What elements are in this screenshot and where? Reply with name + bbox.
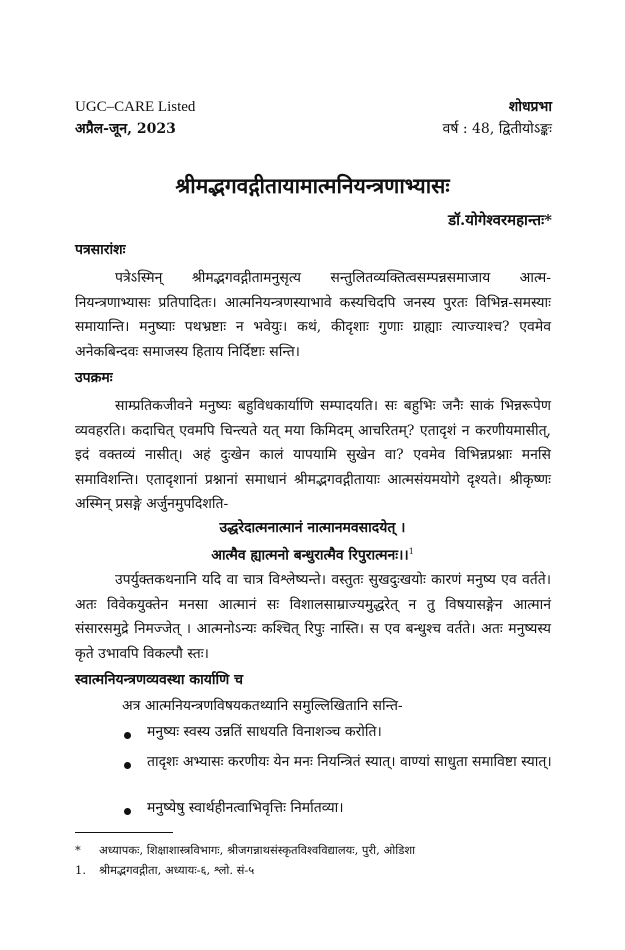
- issue-date: अप्रैल-जून, 2023: [75, 121, 176, 137]
- verse-line-1: उद्धरेदात्मनात्मानं नात्मानमवसादयेत् ।: [219, 520, 406, 536]
- footnote: [75, 862, 254, 878]
- article-title: श्रीमद्भगवद्गीतायामात्मनियन्त्रणाभ्यासः: [175, 173, 450, 198]
- footnote: [75, 842, 415, 858]
- post-verse-paragraph: उपर्युक्तकथनानि यदि वा चात्र विश्लेष्यन्ते। वस्तुतः सुखदुःखयोः कारणं मनुष्य एव वर्तते। अतः विवेकयुक्तेन मनसा आत्मानं सः विशालसाम्राज्यमुद्धरेत् न तु विषयासङ्गेन आत्मानं संसारसमुद्रे निमज्जेत् । आत्मनोऽन्यः कश्चित् रिपुः नास्ति। स एव बन्धुश्च वर्तते। अतः मनुष्यस्य कृते उभावपि विकल्पौ स्तः।: [75, 572, 551, 662]
- footnote-text: अध्यापकः, शिक्षाशास्त्रविभागः, श्रीजगन्नाथसंस्कृतविश्वविद्यालयः, पुरी, ओडिशा: [99, 843, 416, 857]
- footnote-mark: 1.: [75, 863, 86, 877]
- footnote-text: श्रीमद्भगवद्गीता, अध्यायः-६, श्लो. सं-५: [99, 863, 255, 877]
- intro-paragraph: साम्प्रतिकजीवने मनुष्यः बहुविधकार्याणि सम्पादयति। सः बहुभिः जनैः साकं भिन्नरूपेण व्यवहरति। कदाचित् एवमपि चिन्त्यते यत् मया किमिदम् आचरितम्? एतादृशं न करणीयमासीत्, इदं वक्तव्यं नासीत्। अहं दुःखेन कालं यापयामि सुखेन वा? एवमेव विभिन्नप्रश्नाः मनसि समाविशन्ति। एतादृशानां प्रश्नानां समाधानं श्रीमद्भगवद्गीतायाः आत्मसंयमयोगे दृश्यते। श्रीकृष्णः अस्मिन् प्रसङ्गे अर्जुनमुपदिशति-: [75, 398, 551, 512]
- intro-heading: उपक्रमः: [75, 370, 113, 386]
- journal-name: शोधप्रभा: [508, 99, 552, 115]
- list-item: [122, 797, 552, 819]
- list-item-text: तादृशः अभ्यासः करणीयः येन मनः नियन्त्रितं स्यात्। वाण्यां साधुता समाविष्टा स्यात्।: [147, 754, 552, 770]
- abstract-heading: पत्रसारांशः: [75, 242, 126, 258]
- abstract-paragraph: पत्रेऽस्मिन् श्रीमद्भगवद्गीतामनुसृत्य सन्तुलितव्यक्तित्वसम्पन्नसमाजाय आत्म-नियन्त्रणाभ्यासः प्रतिपादितः। आत्मनियन्त्रणस्याभावे कस्यचिदपि जनस्य पुरतः विभिन्न-समस्याः समायान्ति। मनुष्याः पथभ्रष्टाः न भवेयुः। कथं, कीदृशाः गुणाः ग्राह्याः त्याज्याश्च? एवमेव अनेकबिन्दवः समाजस्य हिताय निर्दिष्टाः सन्ति।: [75, 270, 551, 360]
- footnote-divider: [75, 832, 173, 833]
- volume-info: वर्ष : 48, द्वितीयोऽङ्कः: [442, 121, 552, 137]
- list-item: [122, 751, 552, 773]
- footnote-mark: *: [75, 843, 81, 857]
- verse-line-2-text: आत्मैव ह्यात्मनो बन्धुरात्मैव रिपुरात्मनः।।: [211, 547, 409, 564]
- journal-listing: UGC–CARE Listed: [75, 99, 196, 115]
- list-item-text: मनुष्यः स्वस्य उन्नतिं साधयति विनाशञ्च करोति।: [147, 724, 382, 740]
- system-heading: स्वात्मनियन्त्रणव्यवस्था कार्याणि च: [75, 672, 244, 688]
- list-item: [122, 721, 552, 743]
- verse-line-2: [0, 540, 625, 568]
- system-intro: अत्र आत्मनियन्त्रणविषयकतथ्यानि समुल्लिखितानि सन्ति-: [122, 698, 403, 714]
- author-name: डॉ.योगेश्वरमहान्तः*: [448, 211, 552, 229]
- list-item-text: मनुष्येषु स्वार्थहीनत्वाभिवृत्तिः निर्मातव्या।: [147, 800, 344, 816]
- footnote-ref-1: 1: [408, 547, 414, 556]
